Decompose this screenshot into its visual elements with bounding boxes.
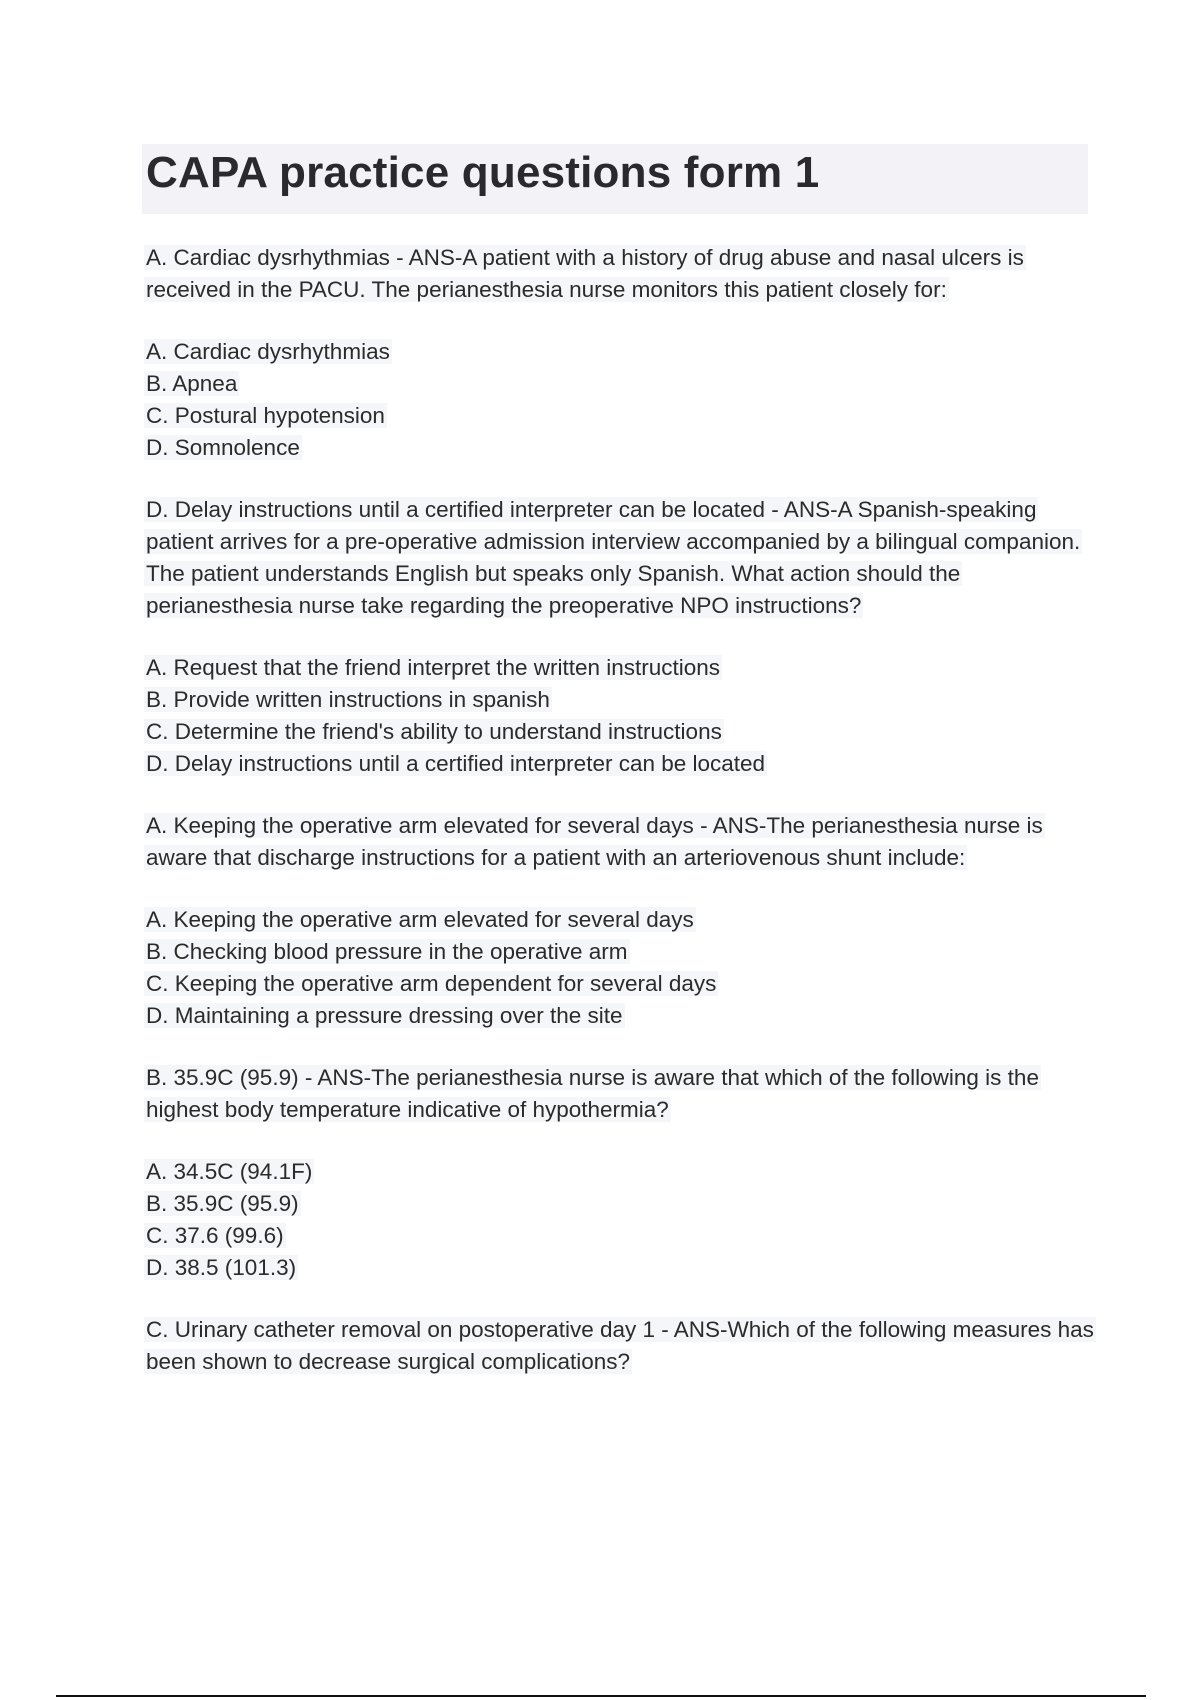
questions-list (144, 242, 1094, 1408)
answer-options (144, 904, 1094, 1032)
question-block-4 (144, 1062, 1094, 1284)
option-item: B. Apnea (146, 371, 238, 396)
option-item: D. Delay instructions until a certified interpreter can be located (146, 751, 766, 776)
footer-divider (56, 1695, 1146, 1697)
option-item: A. 34.5C (94.1F) (146, 1159, 313, 1184)
question-block-5 (144, 1314, 1094, 1378)
option-item: D. 38.5 (101.3) (146, 1255, 297, 1280)
option-item: A. Keeping the operative arm elevated for several days (146, 907, 694, 932)
answer-options (144, 652, 1094, 780)
option-item: B. Checking blood pressure in the operative arm (146, 939, 628, 964)
question-block-2 (144, 494, 1094, 780)
option-item: C. Keeping the operative arm dependent for several days (146, 971, 717, 996)
question-text: A. Cardiac dysrhythmias - ANS-A patient with a history of drug abuse and nasal ulcers is received in the PACU. The perianesthesia nurse monitors this patient closely for: (146, 245, 1024, 302)
option-item: D. Maintaining a pressure dressing over the site (146, 1003, 623, 1028)
page-title: CAPA practice questions form 1 (146, 148, 820, 197)
answer-options (144, 1156, 1094, 1284)
answer-options (144, 336, 1094, 464)
question-text: C. Urinary catheter removal on postoperative day 1 - ANS-Which of the following measures has been shown to decrease surgical complications? (146, 1317, 1094, 1374)
option-item: C. 37.6 (99.6) (146, 1223, 284, 1248)
option-item: B. Provide written instructions in spanish (146, 687, 550, 712)
option-item: A. Request that the friend interpret the written instructions (146, 655, 721, 680)
option-item: C. Determine the friend's ability to understand instructions (146, 719, 722, 744)
option-item: B. 35.9C (95.9) (146, 1191, 299, 1216)
option-item: A. Cardiac dysrhythmias (146, 339, 390, 364)
question-block-1 (144, 242, 1094, 464)
option-item: D. Somnolence (146, 435, 300, 460)
question-text: B. 35.9C (95.9) - ANS-The perianesthesia nurse is aware that which of the following is the highest body temperature indicative of hypothermia? (146, 1065, 1039, 1122)
question-text: D. Delay instructions until a certified interpreter can be located - ANS-A Spanish-speaking patient arrives for a pre-operative admission interview accompanied by a bilingual companion. The patient understands English but speaks only Spanish. What action should the perianesthesia nurse take regarding the preoperative NPO instructions? (146, 497, 1081, 618)
question-block-3 (144, 810, 1094, 1032)
question-text: A. Keeping the operative arm elevated for several days - ANS-The perianesthesia nurse is aware that discharge instructions for a patient with an arteriovenous shunt include: (146, 813, 1043, 870)
option-item: C. Postural hypotension (146, 403, 385, 428)
